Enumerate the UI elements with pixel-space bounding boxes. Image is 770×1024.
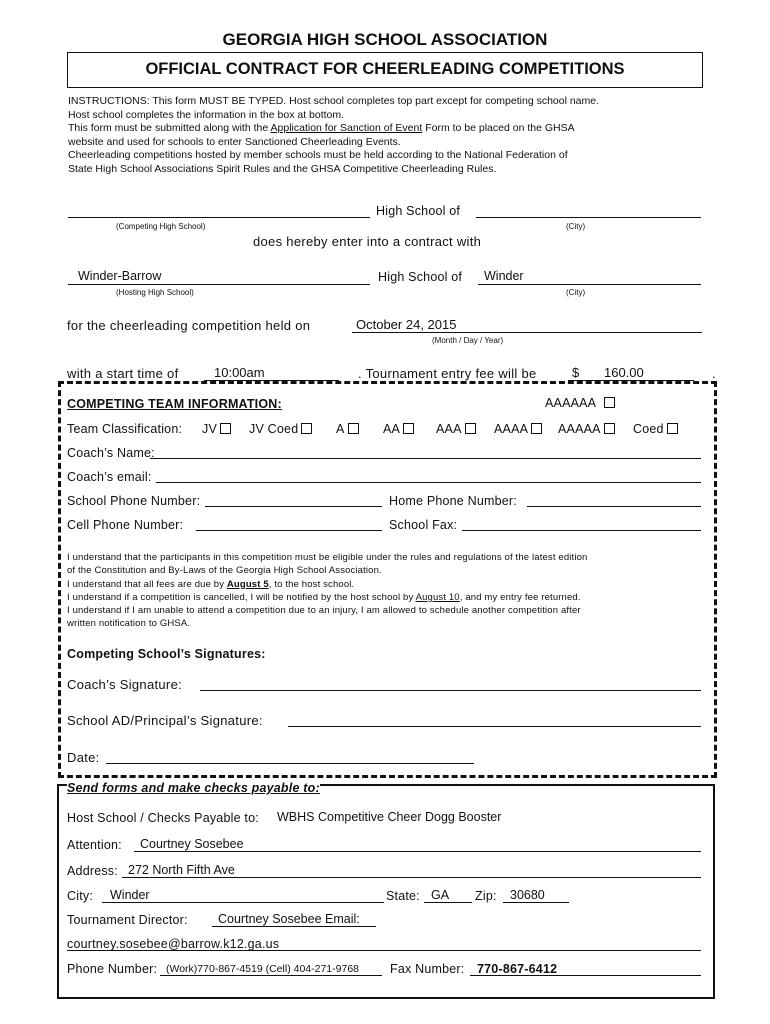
terms-line: of the Constitution and By-Laws of the Georgia High School Association. [67,565,382,577]
coach-name-label: Coach’s Name: [67,446,155,460]
date-caption: (Month / Day / Year) [432,336,504,345]
fees-due-date: August 5 [226,578,269,590]
city-label: City: [67,889,93,903]
class-jv-option[interactable] [202,422,231,437]
competing-city-field[interactable] [476,217,701,218]
terms-line [67,591,707,604]
instructions-line: State High School Associations Spirit Rules and the GHSA Competitive Cheerleading Rules. [68,162,497,175]
instructions [68,95,708,176]
team-classification-label: Team Classification: [67,422,183,436]
class-coed-option[interactable] [633,422,678,437]
phone-field[interactable] [160,975,382,976]
class-label: AA [383,422,401,436]
signature-date-label: Date: [67,750,100,765]
hosting-school-value: Winder-Barrow [78,269,162,283]
contract-statement: does hereby enter into a contract with [253,234,482,249]
zip-field[interactable] [503,902,569,903]
class-aaaaaa-label: AAAAAA [545,396,597,410]
director-field[interactable] [212,926,376,927]
coach-name-field[interactable] [150,458,701,459]
terms-text: I understand that all fees are due by [67,578,227,590]
send-forms-heading-text: Send forms and make checks payable to: [67,781,320,795]
school-fax-field[interactable] [462,530,701,531]
instructions-line: INSTRUCTIONS: This form MUST BE TYPED. Host school completes top part except for competing school name. [68,95,600,107]
cancellation-notice-date: August 10 [415,591,460,603]
instructions-line [68,122,708,136]
fax-field[interactable] [470,975,701,976]
class-a-option[interactable] [336,422,359,437]
hosting-city-field[interactable] [478,284,701,285]
terms-block [67,551,707,631]
payable-label: Host School / Checks Payable to: [67,811,259,825]
class-aaaa-option[interactable] [494,422,542,437]
class-jv-coed-checkbox[interactable] [301,423,312,434]
email-field[interactable] [67,950,701,951]
hosting-school-caption: (Hosting High School) [116,288,194,297]
terms-text: I understand if a competition is cancelled, I will be notified by the host school by [67,591,416,603]
org-title: GEORGIA HIGH SCHOOL ASSOCIATION [222,30,548,49]
state-field[interactable] [424,902,472,903]
class-label: AAAAA [558,422,601,436]
address-value: 272 North Fifth Ave [128,863,235,877]
school-fax-label: School Fax: [389,518,458,532]
class-label: AAA [436,422,462,436]
attention-label: Attention: [67,838,122,852]
coach-email-field[interactable] [156,482,701,483]
state-value: GA [431,888,450,902]
fee-currency: $ [572,365,580,380]
cell-phone-label: Cell Phone Number: [67,518,184,532]
competition-date-field[interactable] [352,332,702,333]
team-info-heading [67,397,282,412]
cell-phone-field[interactable] [196,530,382,531]
class-aaa-checkbox[interactable] [465,423,476,434]
director-label: Tournament Director: [67,913,188,927]
fax-value: 770-867-6412 [477,962,558,976]
state-label: State: [386,889,420,903]
class-jv-checkbox[interactable] [220,423,231,434]
entry-fee-label: . Tournament entry fee will be [358,366,537,381]
signature-date-field[interactable] [106,763,474,764]
class-aaaaaa-checkbox[interactable] [604,397,615,408]
phone-label: Phone Number: [67,962,158,976]
form-title: OFFICIAL CONTRACT FOR CHEERLEADING COMPETITIONS [145,60,625,78]
ad-signature-field[interactable] [288,726,701,727]
start-time-value: 10:00am [214,365,265,380]
phone-value: (Work)770-867-4519 (Cell) 404-271-9768 [166,963,359,975]
terms-text: , to the host school. [268,578,355,590]
home-phone-label: Home Phone Number: [389,494,517,508]
terms-line: I understand that the participants in this competition must be eligible under the rules and regulations of the latest edition [67,552,588,563]
city-field[interactable] [102,902,384,903]
signatures-heading: Competing School’s Signatures: [67,647,266,661]
coach-signature-label: Coach’s Signature: [67,677,183,692]
address-label: Address: [67,864,118,878]
instructions-text: This form must be submitted along with the [68,122,271,134]
high-school-of-label: High School of [378,270,463,284]
hosting-school-field[interactable] [68,284,370,285]
class-aaaa-checkbox[interactable] [531,423,542,434]
zip-label: Zip: [475,889,497,903]
class-label: A [336,422,345,436]
class-aa-checkbox[interactable] [403,423,414,434]
attention-field[interactable] [134,851,701,852]
class-aaaaa-checkbox[interactable] [604,423,615,434]
address-field[interactable] [122,877,701,878]
home-phone-field[interactable] [527,506,701,507]
instructions-line: Cheerleading competitions hosted by member schools must be held according to the National Federation of [68,149,568,161]
sanction-application-link[interactable]: Application for Sanction of Event [270,122,423,134]
class-label: JV Coed [249,422,299,436]
class-aaaaaa-option[interactable] [545,396,615,411]
zip-value: 30680 [510,888,545,902]
send-forms-heading [67,781,320,796]
instructions-line: Host school completes the information in the box at bottom. [68,108,345,121]
email-value: courtney.sosebee@barrow.k12.ga.us [67,937,280,951]
high-school-of-label: High School of [376,204,461,218]
class-coed-checkbox[interactable] [667,423,678,434]
attention-value: Courtney Sosebee [140,837,244,851]
terms-line: I understand if I am unable to attend a competition due to an injury, I am allowed to schedule another competition after [67,605,581,617]
fax-label: Fax Number: [390,962,465,976]
competing-school-caption: (Competing High School) [116,222,206,231]
school-phone-field[interactable] [205,506,382,507]
competition-date-value: October 24, 2015 [356,317,457,332]
class-label: Coed [633,422,664,436]
start-time-label: with a start time of [67,366,179,381]
payable-value-b: Cheer Dogg Booster [383,810,502,824]
city-value: Winder [110,888,150,902]
payable-value-a: WBHS Competitive [277,810,384,824]
city-caption: (City) [566,222,586,231]
hosting-city-value: Winder [484,269,524,283]
ad-signature-label: School AD/Principal’s Signature: [67,713,263,728]
instructions-line: website and used for schools to enter Sanctioned Cheerleading Events. [68,135,401,148]
school-phone-label: School Phone Number: [67,494,201,508]
terms-line: written notification to GHSA. [67,618,191,630]
class-a-checkbox[interactable] [348,423,359,434]
class-jv-coed-option[interactable] [249,422,312,437]
terms-line [67,578,707,591]
terms-text: , and my entry fee returned. [459,591,581,603]
coach-email-label: Coach’s email: [67,470,152,484]
entry-fee-value: 160.00 [604,365,644,380]
held-on-label: for the cheerleading competition held on [67,318,311,333]
city-caption: (City) [566,288,586,297]
team-info-heading-text: COMPETING TEAM INFORMATION: [67,397,282,411]
coach-signature-field[interactable] [200,690,701,691]
class-aaa-option[interactable] [436,422,476,437]
director-value: Courtney Sosebee Email: [218,912,360,926]
class-aa-option[interactable] [383,422,414,437]
class-label: JV [202,422,217,436]
class-aaaaa-option[interactable] [558,422,615,437]
payable-value [277,810,501,824]
class-label: AAAA [494,422,529,436]
instructions-text: Form to be placed on the GHSA [422,122,575,134]
trailing-period: . [712,366,716,381]
competing-school-field[interactable] [68,217,370,218]
